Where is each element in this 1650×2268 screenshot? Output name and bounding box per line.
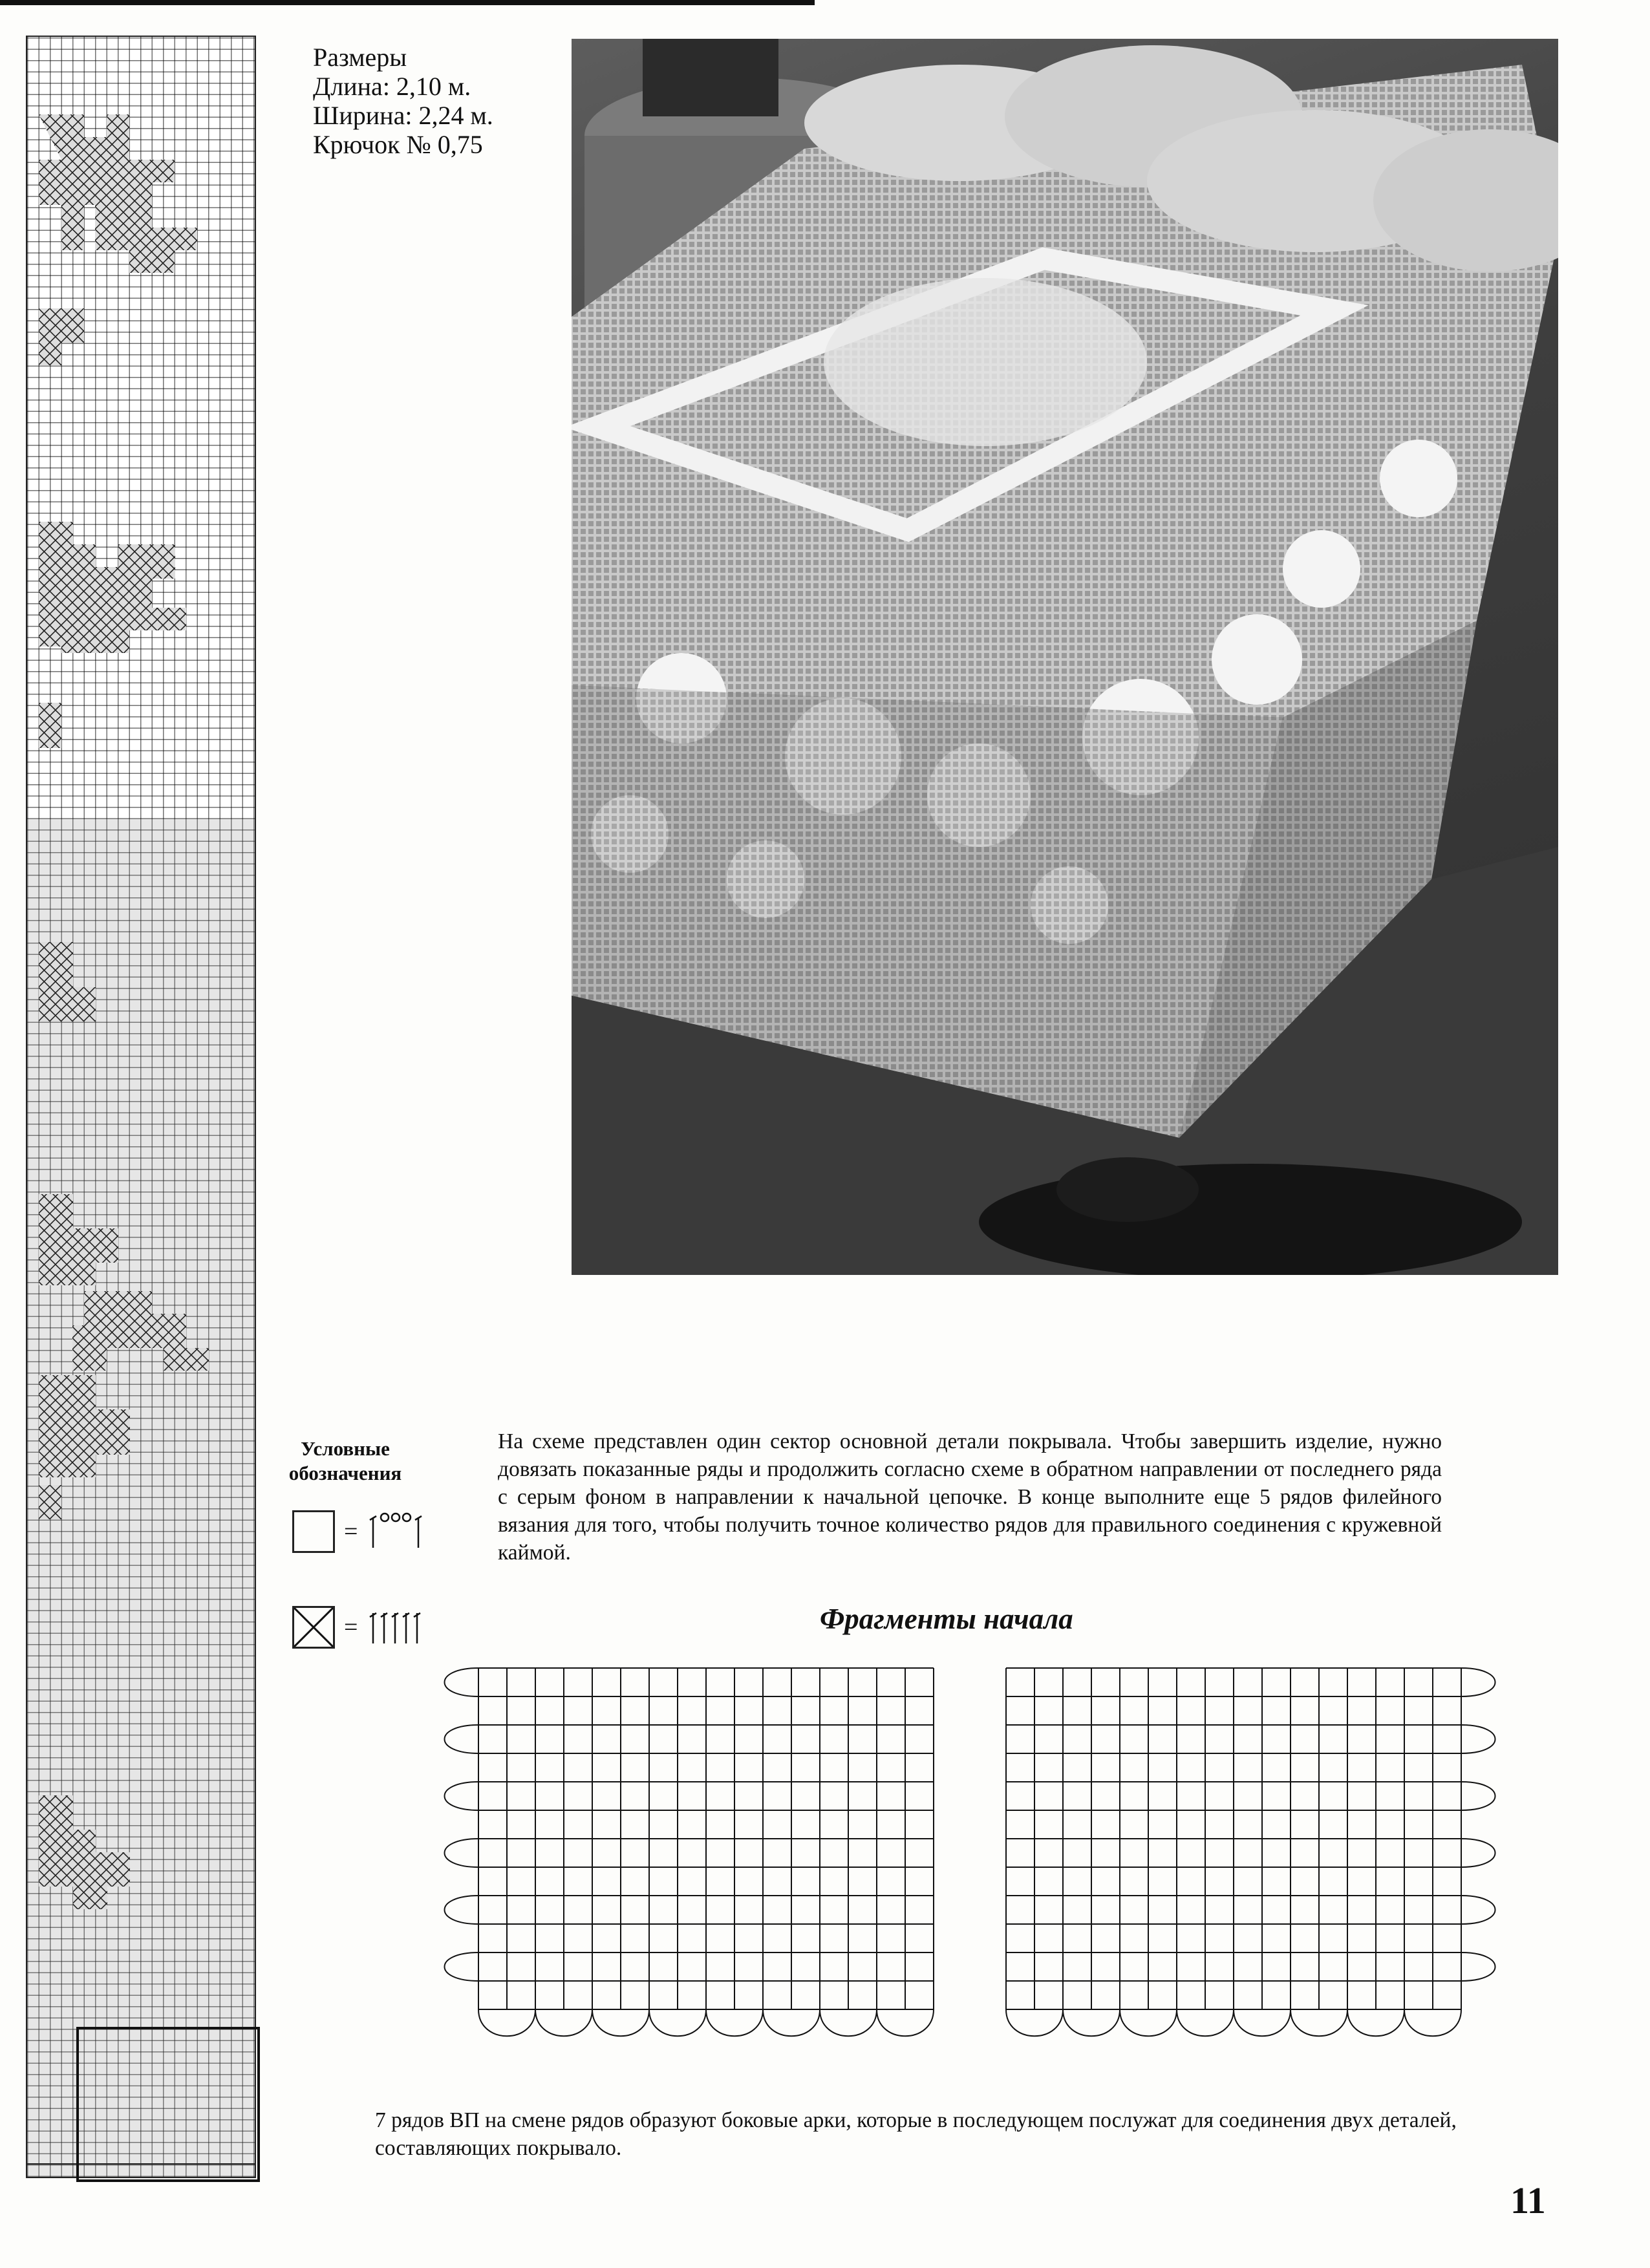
sizes-block (313, 43, 493, 159)
filled-block-stitch-symbol (367, 1608, 425, 1647)
side-arch (1461, 1725, 1495, 1753)
chart-leaf-motif (39, 1795, 130, 1909)
filet-chart-strip (26, 36, 256, 2178)
bedspread-photo (572, 39, 1558, 1275)
sizes-heading: Размеры (313, 43, 407, 72)
side-arch (1461, 1782, 1495, 1810)
legend-title (287, 1437, 403, 1486)
bottom-scallop (820, 2009, 877, 2036)
legend-title-line2: обозначения (288, 1462, 402, 1484)
bottom-scallop (877, 2009, 934, 2036)
page-number: 11 (1510, 2179, 1546, 2221)
bottom-scallop (1177, 2009, 1234, 2036)
chart-leaf-motif (39, 1485, 61, 1519)
hook-size: Крючок № 0,75 (313, 130, 483, 159)
pattern-description: На схеме представлен один сектор основной детали покрывала. Чтобы завершить изделие, нужно довязать показанные ряды и продолжить согласно схеме в обратном направлении от последнего ряда с серым фоном в направлении к начальной цепочке. В конце выполните еще 5 рядов филейного вязания для того, чтобы получить точное количество рядов для правильного соединения с кружевной каймой. (498, 1429, 1442, 1565)
bottom-scallop (535, 2009, 592, 2036)
footnote: 7 рядов ВП на смене рядов образуют боковые арки, которые в последующем послужат для соединения двух деталей, составляющих покрывало. (375, 2108, 1457, 2160)
start-fragment-schema-right (996, 1655, 1513, 2095)
chart-leaf-motif (95, 205, 197, 273)
filled-cell-symbol (292, 1606, 335, 1649)
bottom-scallop (1347, 2009, 1404, 2036)
top-rule (0, 0, 815, 5)
bottom-scallop (1120, 2009, 1177, 2036)
side-arch (1461, 1952, 1495, 1981)
size-width: Ширина: 2,24 м. (313, 101, 493, 130)
bottom-scallop (1291, 2009, 1347, 2036)
bottom-scallop (592, 2009, 649, 2036)
empty-cell-symbol (292, 1510, 335, 1553)
side-arch (445, 1725, 479, 1753)
bottom-scallop (649, 2009, 706, 2036)
bottom-scallop (763, 2009, 820, 2036)
bottom-scallop (706, 2009, 763, 2036)
chart-leaf-motif (39, 703, 61, 748)
bottom-scallop (1063, 2009, 1120, 2036)
start-fragment-schema-left (427, 1655, 944, 2095)
chart-leaf-motif (39, 1375, 130, 1477)
chart-start-fragment-frame (76, 2027, 260, 2182)
equals-sign: = (344, 1614, 358, 1641)
chart-leaf-motif (61, 573, 186, 653)
bottom-scallop (1234, 2009, 1291, 2036)
open-mesh-stitch-symbol (367, 1512, 425, 1551)
bottom-scallop (1006, 2009, 1063, 2036)
side-arch (445, 1839, 479, 1867)
bottom-scallop (478, 2009, 535, 2036)
side-arch (445, 1896, 479, 1924)
side-arch (1461, 1668, 1495, 1696)
chart-motifs (27, 37, 255, 2177)
side-arch (445, 1952, 479, 1981)
equals-sign: = (344, 1518, 358, 1545)
bottom-scallop (1404, 2009, 1461, 2036)
chart-leaf-motif (39, 1194, 118, 1285)
fragments-title: Фрагменты начала (820, 1603, 1073, 1635)
chart-leaf-motif (39, 942, 96, 1022)
chart-leaf-motif (72, 1291, 209, 1371)
legend-title-line1: Условные (301, 1437, 390, 1460)
side-arch (1461, 1839, 1495, 1867)
side-arch (445, 1782, 479, 1810)
chart-leaf-motif (39, 308, 84, 365)
legend-row-filled-cell (292, 1606, 425, 1649)
side-arch (1461, 1896, 1495, 1924)
legend-row-empty-cell (292, 1510, 425, 1553)
side-arch (445, 1668, 479, 1696)
size-length: Длина: 2,10 м. (313, 72, 471, 101)
